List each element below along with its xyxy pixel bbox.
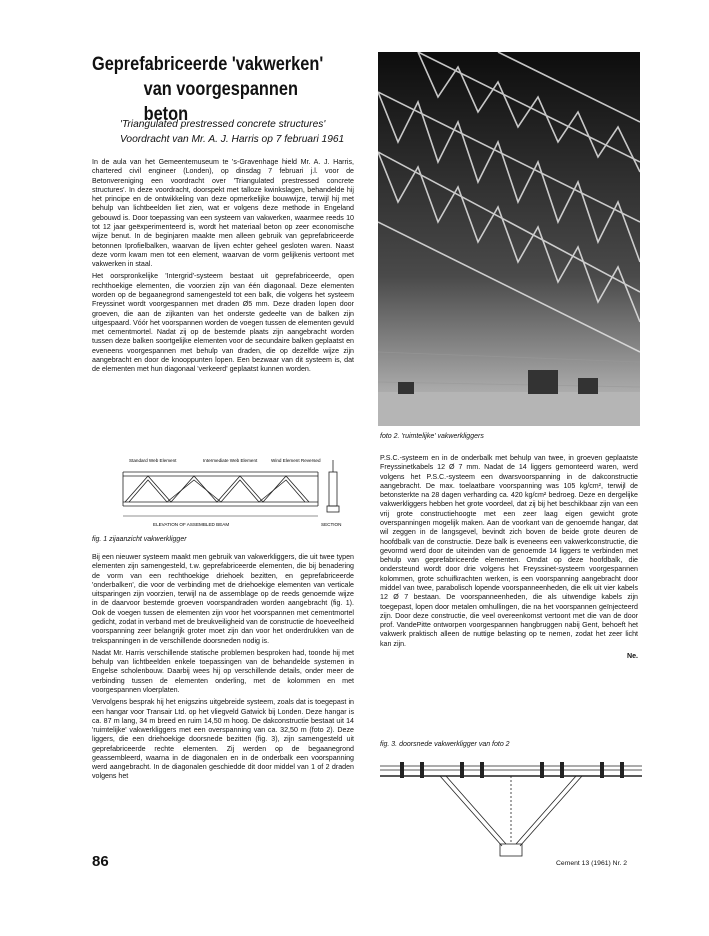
fig1-label-elevation: ELEVATION OF ASSEMBLED BEAM <box>153 522 230 527</box>
page-number: 86 <box>92 853 109 870</box>
fig1-label-section: SECTION <box>321 522 342 527</box>
fig1-label-standard: Standard Web Element <box>129 458 177 463</box>
right-column <box>380 454 638 661</box>
article-subtitle <box>120 117 344 147</box>
fig1-drawing <box>93 450 355 530</box>
paragraph: Het oorspronkelijke 'Intergrid'-systeem bestaat uit geprefabriceerde, open rechthoekige elementen, die voorzien zijn van één diagonaal. Deze elementen worden op de begaanegrond samengesteld tot een balk, die volgens het systeem Freyssinet wordt voorgespannen met draden Ø5 mm. Deze draden lopen door groeven, die aan de zijkanten van het onderste gedeelte van de balken zijn uitgespaard. Vóór het voorspannen worden de voegen tussen de elementen gevuld met cementmortel. Nadat zij op de bestemde plaats zijn aangebracht worden tussen deze balken soortgelijke elementen voor de secundaire balken geplaatst en eveneens voorgespannen met behulp van draden, die op dezelfde wijze zijn aangebracht en door de knooppunten lopen. Een bezwaar van dit systeem is, dat de elementen met hun diagonaal 'verkeerd' geplaatst kunnen worden. <box>92 272 354 374</box>
subtitle-line-1: 'Triangulated prestressed concrete structures' <box>120 119 326 130</box>
fig1-label-intermediate: Intermediate Web Element <box>203 458 258 463</box>
title-line-1: Geprefabriceerde 'vakwerken' <box>92 54 324 75</box>
photo-caption: foto 2. 'ruimtelijke' vakwerkliggers <box>380 433 484 440</box>
journal-reference: Cement 13 (1961) Nr. 2 <box>556 860 628 867</box>
article-title <box>92 52 324 127</box>
fig3-caption: fig. 3. doorsnede vakwerkligger van foto 2 <box>380 741 510 748</box>
paragraph: Vervolgens besprak hij het enigszins uitgebreide systeem, zoals dat is toegepast in een hangar voor Transair Ltd. op het vliegveld Gatwick bij Londen. Deze hangar is ca. 87 m lang, 34 m breed en ruim 14,50 m hoog. De dakconstructie bestaat uit 14 'ruimtelijke' vakwerkliggers met een overspanning van ca. 32,50 m (foto 2). Deze liggers, die een driehoekige doorsnede bezitten (fig. 3), zijn samengesteld uit geprefabriceerde rechte elementen. Zij werden op de begaanegrond geassembleerd, waarna in de diagonalen en in de onderbalk een voorspanning werd aangebracht. In de diagonalen geschiedde dit door middel van 1 of 2 draden volgens het <box>92 698 354 781</box>
fig1-label-wind: Wind Element Reversed <box>271 458 321 463</box>
paragraph: P.S.C.-systeem en in de onderbalk met behulp van twee, in groeven geplaatste Freyssinetkabels 12 Ø 7 mm. Nadat de 14 liggers gemonteerd waren, werd volgens het P.S.C.-systeem een dwarsvoorspanning in de dakconstructie aangebracht. De max. toelaatbare voorspanning was 105 kg/cm², terwijl de betonsterkte na 28 dagen verharding ca. 420 kg/cm² bedroeg. Deze en dergelijke vakwerkliggers hebben het grote voordeel, dat zij bij het beschikbaar zijn van een vrij grote constructiehoogte met een zeer laag eigen gewicht grote overspanningen mogelijk maken. Aan de voorkant van de genoemde hangar, dat wil zeggen in de langsgevel, bevindt zich boven de beide grote deuren de hoofdbalk van de constructie. Deze balk is eveneens een vakwerkconstructie, die gevormd werd door de uiteinden van de genoemde 14 liggers te verbinden met behulp van geprefabriceerde elementen. Omdat op deze hoofdbalk, die ondersteund wordt door drie volgens het Freyssinet-systeem voorgespannen kolommen, grote schuifkrachten werken, is een voorspanning aangebracht door middel van twee, parabolisch lopende voorspanneenheden, die elk uit vier kabels 12 Ø 7 bestaan. De voorspanneenheden, die als uitwendige kabels zijn toegepast, lopen door metalen omhullingen, die na het voorspannen geïnjecteerd zijn. Door deze constructie, die veel overeenkomst vertoont met die van de door prof. VandePitte ontworpen voorgespannen hangbruggen nabij Gent, behoeft het vakwerk praktisch alleen de nuttige belasting op te nemen, zodat het zeer licht kan zijn. <box>380 454 638 648</box>
paragraph: Nadat Mr. Harris verschillende statische problemen besproken had, toonde hij met behulp van lichtbeelden enkele toepassingen van de behandelde systemen in Engelse scholenbouw. Daarbij wees hij op verschillende details, onder meer de verbinding tussen de elementen onderling, met de kolommen en met voorgespannen vloerplaten. <box>92 648 354 694</box>
paragraph: In de aula van het Gemeentemuseum te 's-Gravenhage hield Mr. A. J. Harris, chartered civil engineer (Londen), op dinsdag 7 februari j.l. voor de Betonvereniging een voordracht over 'Triangulated prestressed concrete structures'. In deze voordracht, doorspekt met talloze kwinkslagen, behandelde hij het principe en de ontwikkeling van deze opmerkelijke bouwwijze, terwijl hij met behulp van lichtbeelden liet zien, wat er volgens deze methode in Engeland gebouwd is. Door toepassing van een systeem van vakwerken, waarmee reeds 10 tot 12 jaar geëxperimenteerd is, wordt het materiaal beton op zeer economische wijze benut. In de beginjaren maakte men alleen gebruik van geprefabriceerde betonnen Iprofielbalken, waarvan de lijven echter geheel gesloten waren. Naast deze vorm kwam men tot een element, waarvan de vorm gelijkenis vertoont met vakwerken in staal. <box>92 158 354 269</box>
photo-truss-roof <box>378 52 640 426</box>
left-column-bottom <box>92 553 354 785</box>
subtitle-line-2: Voordracht van Mr. A. J. Harris op 7 februari 1961 <box>120 134 345 145</box>
title-line-2: van voorgespannen beton <box>143 79 298 125</box>
fig3-drawing <box>380 752 642 860</box>
author-signature: Ne. <box>626 651 638 660</box>
fig1-caption: fig. 1 zijaanzicht vakwerkligger <box>92 536 187 543</box>
left-column-top <box>92 158 354 377</box>
paragraph: Bij een nieuwer systeem maakt men gebruik van vakwerkliggers, die uit twee typen elementen zijn samengesteld, t.w. geprefabriceerde elementen, die bij benadering de vorm van een rechthoekige driehoek bezitten, en geprefabriceerde 'onderbalken', die voor de verbinding met de driehoekige elementen van verticale uitsparingen zijn voorzien, terwijl na de assemblage op de reeds genoemde wijze in de daarvoor bestemde groeven voorspandraden worden aangebracht (fig. 1). Ook de voegen tussen de elementen zijn voor het voorspannen met cementmortel gedicht, zodat in verband met de breukveiligheid van de constructie de hoeveelheid voorspanning zeer belangrijk groter moet zijn dan voor het onderdrukken van de trekspanningen in de verschillende doorsneden nodig is. <box>92 553 354 645</box>
